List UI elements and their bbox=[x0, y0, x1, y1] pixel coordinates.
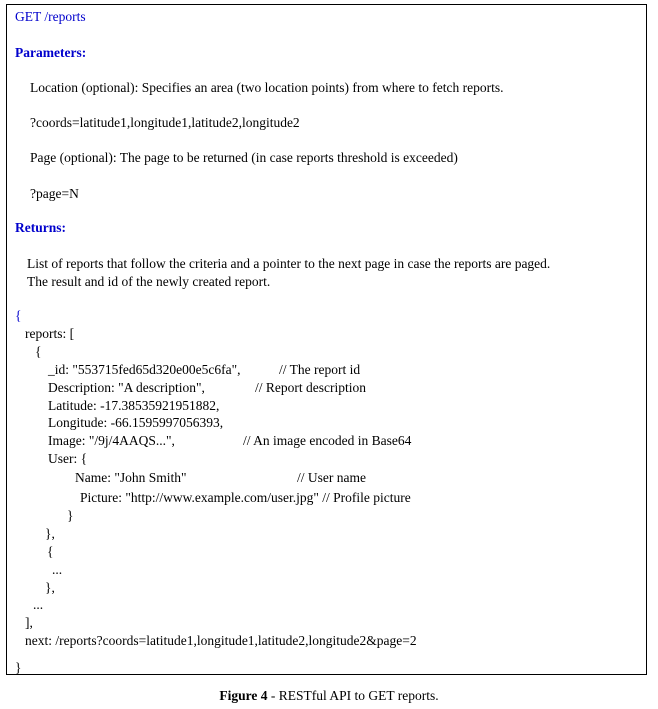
api-doc-box bbox=[6, 4, 647, 675]
next-page-pointer: next: /reports?coords=latitude1,longitude1,latitude2,longitude2&page=2 bbox=[25, 633, 417, 648]
user-name-comment: // User name bbox=[297, 470, 366, 485]
returns-heading: Returns: bbox=[15, 220, 66, 235]
user-name-field: Name: "John Smith" bbox=[75, 470, 187, 485]
report-item2-ellipsis: ... bbox=[52, 562, 63, 577]
report-user-open: User: { bbox=[48, 451, 88, 466]
report-image-comment: // An image encoded in Base64 bbox=[243, 433, 412, 448]
report-latitude-field: Latitude: -17.38535921951882, bbox=[48, 398, 220, 413]
page-param-example: ?page=N bbox=[30, 186, 79, 201]
figure-caption-label: Figure 4 bbox=[219, 688, 268, 703]
coords-param-example: ?coords=latitude1,longitude1,latitude2,longitude2 bbox=[30, 115, 300, 130]
report-item-open: { bbox=[35, 344, 42, 359]
user-picture-field: Picture: "http://www.example.com/user.jpg" // Profile picture bbox=[80, 490, 411, 505]
report-description-field: Description: "A description", bbox=[48, 380, 205, 395]
returns-desc-line1: List of reports that follow the criteria and a pointer to the next page in case the reports are paged. bbox=[27, 256, 551, 271]
returns-desc-line2: The result and id of the newly created report. bbox=[27, 274, 271, 289]
more-items-ellipsis: ... bbox=[33, 597, 44, 612]
reports-array-close: ], bbox=[25, 615, 33, 630]
report-item2-open: { bbox=[47, 544, 54, 559]
figure-caption bbox=[0, 688, 658, 704]
figure-caption-text: - RESTful API to GET reports. bbox=[267, 688, 439, 703]
page-param-desc: Page (optional): The page to be returned (in case reports threshold is exceeded) bbox=[30, 150, 458, 165]
endpoint-title: GET /reports bbox=[15, 9, 86, 24]
report-item-close: }, bbox=[45, 526, 55, 541]
json-open-brace: { bbox=[15, 308, 22, 323]
location-param-desc: Location (optional): Specifies an area (two location points) from where to fetch reports. bbox=[30, 80, 504, 95]
json-close-brace: } bbox=[15, 660, 22, 675]
report-longitude-field: Longitude: -66.1595997056393, bbox=[48, 415, 224, 430]
reports-array-open: reports: [ bbox=[25, 326, 75, 341]
report-image-field: Image: "/9j/4AAQS...", bbox=[48, 433, 175, 448]
report-id-field: _id: "553715fed65d320e00e5c6fa", bbox=[48, 362, 241, 377]
user-object-close: } bbox=[67, 508, 74, 523]
report-id-comment: // The report id bbox=[279, 362, 361, 377]
report-item2-close: }, bbox=[45, 580, 55, 595]
parameters-heading: Parameters: bbox=[15, 45, 87, 60]
report-description-comment: // Report description bbox=[255, 380, 366, 395]
